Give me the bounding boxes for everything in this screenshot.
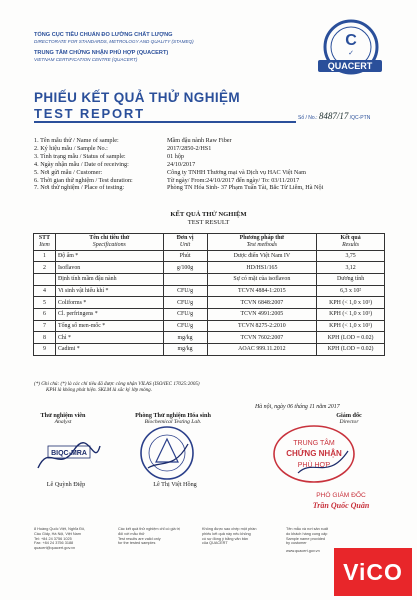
header-spec [55,234,163,251]
footer-line: Cầu Giấy, Hà Nội, Việt Nam [34,531,81,536]
header-line-1: TỔNG CỤC TIÊU CHUẨN ĐO LƯỜNG CHẤT LƯỢNG [34,32,173,38]
info-value: 24/10/2017 [167,160,196,168]
cell-item: 2 [34,262,56,274]
notes [34,381,200,394]
header-en: Item [39,241,50,248]
director-role-en: Director [339,419,359,425]
footer-website: www.quacert.gov.vn [286,549,320,554]
cell-item: 8 [34,332,56,344]
header-en: Specifications [92,241,126,248]
footer-address [34,527,112,551]
header-vn: STT [38,235,51,241]
seal-line: TRUNG TÂM [293,440,335,447]
cell-result: 3,75 [317,250,385,262]
seal-line: PHÙ HỢP [297,462,331,469]
cell-unit: Phút [163,250,207,262]
cell-unit: CFU/g [163,309,207,321]
cell-result: KPH (LOD = 0.02) [317,344,385,356]
cell-item: 5 [34,297,56,309]
title-underline [34,121,296,123]
info-value: 01 hộp [167,152,185,160]
note-line: KPH là không phát hiện. SKLM là sắc ký lớp mỏng. [46,387,152,394]
info-value: Từ ngày/ From:24/10/2017 đến ngày/ To: 03/11/2017 [167,176,300,184]
footer-line: do khách hàng cung cấp [286,531,328,536]
table-row [34,344,385,356]
info-row [34,161,394,169]
table-header-row [34,234,385,251]
cell-result: Dương tính [317,273,385,285]
docno-value: 8487/17 [318,111,349,121]
header-line-2: DIRECTORATE FOR STANDARDS, METROLOGY AND QUALITY (STAMEQ) [34,39,194,44]
info-label: 3. Tình trạng mẫu / Status of sample: [34,152,126,160]
place-date: Hà nội, ngày 06 tháng 11 năm 2017 [255,404,340,410]
footer-line: Sample name provided [286,536,326,541]
note-line: (*) Ghi chú: (*) là các chỉ tiêu đã được công nhận VILAS (ISO/IEC 17025:2005) [34,381,200,387]
docno-label: Số / No.: [298,115,318,121]
footer-line: Fax: +84 24 3756 3188 [34,541,74,546]
footer-line: Tên mẫu và nơi sản xuất [286,527,328,531]
cell-method: TCVN 7602:2007 [207,332,317,344]
svg-text:✓: ✓ [348,50,354,57]
cell-result: KPH (< 1,0 x 10¹) [317,320,385,332]
header-item [34,234,56,251]
cell-item [34,273,56,285]
vico-watermark: ViCO [334,548,412,596]
cell-method: AOAC 999.11.2012 [207,344,317,356]
header-unit [163,234,207,251]
cell-unit: CFU/g [163,297,207,309]
footer-line: Các kết quả thử nghiệm chỉ có giá trị [118,527,180,531]
cell-method: Sự có mặt của isoflavon [207,273,317,285]
header-line-3: TRUNG TÂM CHỨNG NHẬN PHÙ HỢP (QUACERT) [34,50,169,56]
lab-role-vn: Phòng Thử nghiệm Hóa sinh [135,412,211,419]
cell-item: 6 [34,309,56,321]
cell-spec: Độ ẩm * [55,250,163,262]
header-en: Test methods [246,241,278,248]
cell-unit: CFU/g [163,285,207,297]
table-row [34,320,385,332]
cell-item: 1 [34,250,56,262]
footer-validity [118,527,196,546]
header-en: Unit [179,241,191,248]
table-row [34,262,385,274]
table-row [34,309,385,321]
lab-role-en: Biochemical Testing Lab. [144,419,202,425]
cell-unit [163,273,207,285]
sample-info [34,137,394,192]
cell-method: HD/HS1/165 [207,262,317,274]
seal-line: CHỨNG NHẬN [286,449,342,458]
header-vn: Đơn vị [176,235,194,241]
footer-line: của QUACERT [202,541,228,546]
cell-spec: Coliforms * [55,297,163,309]
info-label: 7. Nơi thử nghiệm / Place of testing: [34,184,125,192]
footer-line: for the tested samples [118,541,156,546]
header-en: Results [342,241,360,248]
document-number [298,111,370,121]
vilas-stamp-icon [34,438,104,478]
header-vn: Tên chỉ tiêu thử [89,235,130,241]
info-value: Phòng TN Hóa Sinh- 37 Phạm Tuấn Tài, Bắc Từ Liêm, Hà Nội [167,184,324,192]
table-row [34,332,385,344]
analyst-name: Lê Quỳnh Điệp [46,481,86,488]
footer-line: quacert@quacert.gov.vn [34,546,76,551]
cell-unit: mg/kg [163,344,207,356]
info-row [34,137,394,145]
cell-method: TCVN 4884-1:2015 [207,285,317,297]
info-label: 4. Ngày nhận mẫu / Date of receiving: [34,160,129,168]
results-table [33,233,385,356]
director-name: Trần Quốc Quân [312,501,370,510]
header-method [207,234,317,251]
cell-spec: Chì * [55,332,163,344]
table-row [34,297,385,309]
cell-result: KPH (LOD = 0.02) [317,332,385,344]
footer-line: Không được sao chép một phần [202,527,257,531]
info-value: Công ty TNHH Thương mại và Dịch vụ HAC Việt Nam [167,168,306,176]
lab-seal-icon [138,424,196,482]
cell-item: 7 [34,320,56,332]
info-row [34,169,394,177]
header-vn: Kết quả [340,235,361,241]
footer-line: Tel: +84 24 3756 1025 [34,536,72,541]
cell-item: 9 [34,344,56,356]
lab-head-name: Lê Thị Việt Hồng [153,481,197,488]
logo-wordmark: QUACERT [318,60,382,72]
footer-line: phiếu kết quả này nếu không [202,531,251,536]
cell-method: TCVN 6848:2007 [207,297,317,309]
header-vn: Phương pháp thử [239,235,285,241]
result-title-en: TEST RESULT [187,219,230,226]
table-row [34,273,385,285]
cell-result: 3,12 [317,262,385,274]
info-value: Mầm đậu nành Raw Fiber [167,137,232,144]
cell-result: 6,3 x 10² [317,285,385,297]
cell-spec: Vi sinh vật hiếu khí * [55,285,163,297]
info-label: 2. Ký hiệu mẫu / Sample No.: [34,144,108,152]
cell-spec: Định tính mầm đậu nành [55,273,163,285]
vilas-stamp-text: BIQC-MRA [51,450,87,457]
header-result [317,234,385,251]
footer-copy [202,527,280,546]
info-label: 5. Nơi gửi mẫu / Customer: [34,168,103,176]
cell-unit: mg/kg [163,332,207,344]
info-value: 2017/2850-2/HS1 [167,144,212,152]
cell-unit: g/100g [163,262,207,274]
info-row [34,177,394,185]
table-row [34,285,385,297]
info-row [34,145,394,153]
analyst-signature-block [28,412,98,425]
cell-spec: Tổng số men-mốc * [55,320,163,332]
cell-method: TCVN 8275-2:2010 [207,320,317,332]
cell-spec: Cl. perfringens * [55,309,163,321]
info-label: 1. Tên mẫu thử / Name of sample: [34,137,119,144]
cell-unit: CFU/g [163,320,207,332]
info-label: 6. Thời gian thử nghiệm / Test duration: [34,176,133,184]
footer-line: có sự đồng ý bằng văn bản [202,536,249,541]
cell-spec: Isoflavon [55,262,163,274]
center-red-seal-icon [268,423,358,485]
header-line-4: VIETNAM CERTIFICATION CENTRE (QUACERT) [34,57,138,62]
analyst-role-vn: Thử nghiệm viên [40,412,86,419]
director-role-vn: Giám đốc [336,412,362,419]
report-title-en: TEST REPORT [34,106,145,121]
footer-line: 8 Hoàng Quốc Việt, Nghĩa Đô, [34,527,86,531]
cell-method: Dược điển Việt Nam IV [207,250,317,262]
info-row [34,153,394,161]
docno-suffix: /QC-PTN [349,115,371,121]
report-title-vn: PHIẾU KẾT QUẢ THỬ NGHIỆM [34,90,241,105]
result-title-vn: KẾT QUẢ THỬ NGHIỆM [170,211,247,218]
svg-text:C: C [345,32,357,49]
table-row [34,250,385,262]
cell-result: KPH (< 1,0 x 10¹) [317,297,385,309]
footer-line: Test results are valid only [118,536,161,541]
info-row [34,184,394,192]
cell-item: 4 [34,285,56,297]
cell-result: KPH (< 1,0 x 10¹) [317,309,385,321]
director-title-stamp: PHÓ GIÁM ĐỐC [316,492,366,499]
cell-method: TCVN 4991:2005 [207,309,317,321]
footer-line: đối với mẫu thử [118,531,145,536]
issuer-header [34,32,314,63]
footer-line: by customer [286,541,307,546]
analyst-role-en: Analyst [54,419,72,425]
cell-spec: Cadimi * [55,344,163,356]
